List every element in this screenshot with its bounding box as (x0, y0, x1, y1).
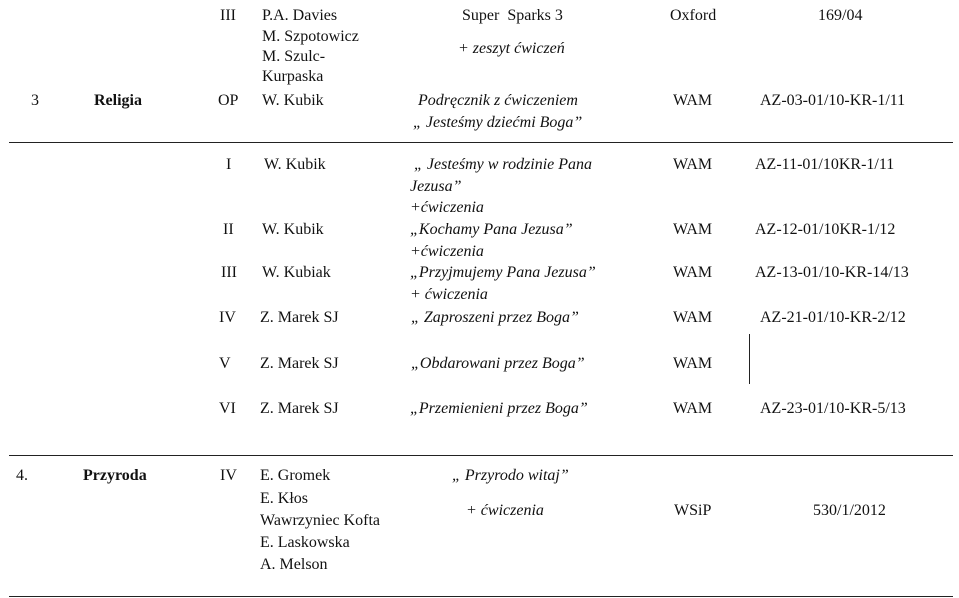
cell-number: AZ-03-01/10-KR-1/11 (760, 92, 906, 109)
cell-number: AZ-23-01/10-KR-5/13 (760, 400, 906, 417)
cell-number: AZ-11-01/10KR-1/11 (755, 156, 895, 173)
cell-author: Z. Marek SJ (260, 400, 339, 417)
cell-title: „Przemienieni przez Boga” (410, 400, 588, 417)
cell-title-1: „Kochamy Pana Jezusa” (410, 221, 573, 238)
cell-divider (749, 334, 750, 384)
cell-publisher: WAM (673, 221, 713, 238)
cell-author-3: M. Szulc- (262, 48, 326, 65)
cell-author: W. Kubiak (262, 264, 331, 281)
cell-subject: Religia (94, 92, 142, 109)
cell-no: 3 (31, 92, 39, 109)
cell-grade: V (219, 355, 231, 372)
cell-author-2: E. Kłos (260, 490, 308, 507)
cell-author-4: Kurpaska (262, 68, 324, 85)
cell-title-2: Jezusa” (410, 178, 462, 195)
cell-publisher: Oxford (670, 7, 717, 24)
cell-author-1: P.A. Davies (262, 7, 338, 24)
cell-title-3: +ćwiczenia (410, 199, 484, 216)
cell-author-5: A. Melson (260, 556, 328, 573)
cell-author-4: E. Laskowska (260, 534, 350, 551)
cell-author-3: Wawrzyniec Kofta (260, 512, 380, 529)
cell-subject: Przyroda (83, 467, 147, 484)
cell-author: W. Kubik (264, 156, 326, 173)
cell-title-2: „ Jesteśmy dziećmi Boga” (413, 114, 583, 131)
cell-author: Z. Marek SJ (260, 355, 339, 372)
cell-number: 530/1/2012 (813, 502, 886, 519)
cell-author: W. Kubik (262, 221, 324, 238)
cell-title-1: „Przyjmujemy Pana Jezusa” (410, 264, 596, 281)
table-separator (9, 455, 953, 456)
cell-grade: VI (219, 400, 236, 417)
cell-grade: IV (219, 309, 236, 326)
cell-grade: III (221, 264, 237, 281)
cell-grade: IV (220, 467, 237, 484)
cell-number: 169/04 (818, 7, 863, 24)
cell-grade: II (223, 221, 234, 238)
cell-title-1: „ Przyrodo witaj” (452, 467, 569, 484)
cell-title-2: + ćwiczenia (466, 502, 544, 519)
cell-grade: III (220, 7, 236, 24)
cell-no: 4. (16, 467, 28, 484)
cell-publisher: WAM (673, 156, 713, 173)
cell-author-1: E. Gromek (260, 467, 331, 484)
cell-title: „Obdarowani przez Boga” (411, 355, 585, 372)
cell-grade: OP (218, 92, 239, 109)
cell-title-2: + ćwiczenia (410, 286, 488, 303)
cell-number: AZ-13-01/10-KR-14/13 (755, 264, 909, 281)
cell-title: „ Zaproszeni przez Boga” (411, 309, 579, 326)
table-separator (9, 142, 953, 143)
table-bottom-border (9, 596, 953, 597)
cell-title-1: „ Jesteśmy w rodzinie Pana (414, 156, 593, 173)
cell-author-2: M. Szpotowicz (262, 28, 359, 45)
cell-publisher: WAM (673, 264, 713, 281)
cell-title-2: +ćwiczenia (410, 243, 484, 260)
cell-publisher: WAM (673, 355, 713, 372)
cell-grade: I (226, 156, 232, 173)
cell-title: Super Sparks 3 (462, 7, 563, 24)
cell-publisher: WSiP (674, 502, 712, 519)
cell-number: AZ-21-01/10-KR-2/12 (760, 309, 906, 326)
cell-author: W. Kubik (262, 92, 324, 109)
cell-publisher: WAM (673, 400, 713, 417)
cell-number: AZ-12-01/10KR-1/12 (755, 221, 896, 238)
cell-title-1: Podręcznik z ćwiczeniem (418, 92, 578, 109)
cell-title-extra: + zeszyt ćwiczeń (458, 40, 565, 57)
cell-author: Z. Marek SJ (260, 309, 339, 326)
cell-publisher: WAM (673, 309, 713, 326)
cell-publisher: WAM (673, 92, 713, 109)
